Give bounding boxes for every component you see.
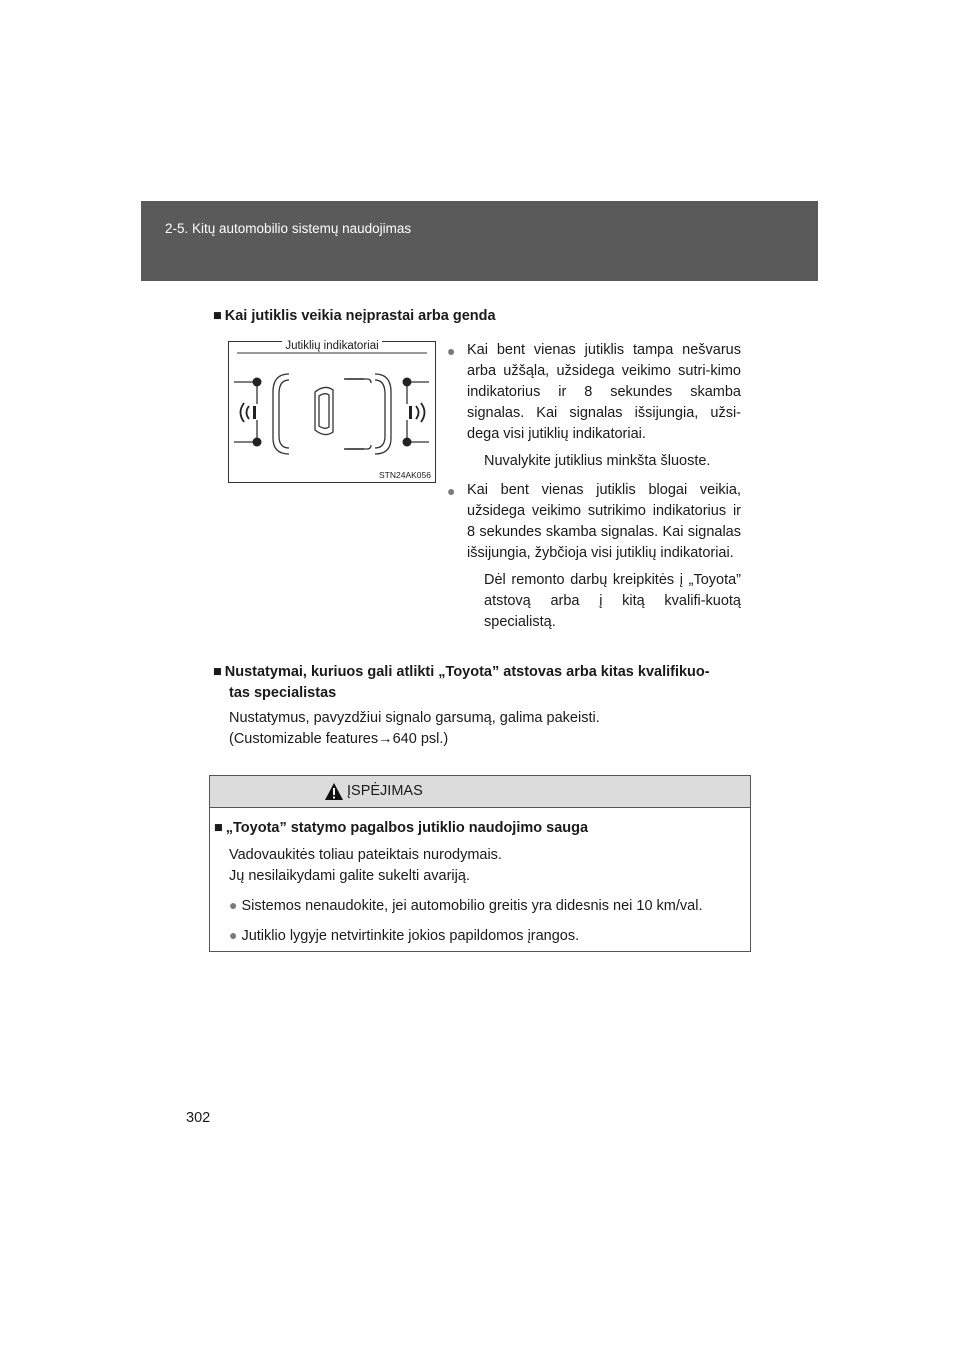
- figure-caption: Jutiklių indikatoriai: [229, 340, 435, 352]
- section-heading-malfunction: ■ Kai jutiklis veikia neįprastai arba genda: [213, 308, 496, 324]
- chapter-header: [141, 201, 818, 281]
- chapter-title: 2-5. Kitų automobilio sistemų naudojimas: [165, 221, 412, 236]
- note-text: Nuvalykite jutiklius minkšta šluoste.: [484, 453, 711, 469]
- malfunction-bullets: [447, 340, 741, 633]
- bullet-dot-icon: ●: [447, 343, 456, 359]
- warning-header: [210, 776, 750, 808]
- sensor-indicator-icon: [409, 406, 412, 419]
- sensor-dot: [253, 378, 262, 387]
- bullet-dot-icon: ●: [229, 927, 238, 943]
- square-bullet-icon: ■: [214, 820, 223, 836]
- square-bullet-icon: ■: [213, 664, 222, 680]
- warning-heading: ■ „Toyota” statymo pagalbos jutiklio naudojimo sauga: [214, 820, 589, 836]
- note-text: Dėl remonto darbų kreipkitės į „Toyota” atstovą arba į kitą kvalifi-kuotą specialistą.: [484, 572, 741, 630]
- warning-box: [209, 775, 751, 952]
- warning-triangle-icon: [324, 782, 344, 801]
- warning-title: ĮSPĖJIMAS: [347, 783, 423, 799]
- car-sensor-diagram: [229, 342, 435, 482]
- figure-code: STN24AK056: [379, 470, 431, 480]
- settings-paragraph: Nustatymus, pavyzdžiui signalo garsumą, galima pakeisti. (Customizable features→640 psl.): [229, 708, 600, 750]
- sensor-indicator-icon: [253, 406, 256, 419]
- page-reference: (Customizable features→640 psl.): [229, 731, 449, 747]
- sensor-dot: [253, 438, 262, 447]
- list-item: ● Kai bent vienas jutiklis blogai veikia, užsidega veikimo sutrikimo indikatorius ir 8 sekundes skamba signalas. Kai signalas išsijungia, žybčioja visi jutiklių indikatoriai.: [447, 482, 741, 561]
- list-item: ● Jutiklio lygyje netvirtinkite jokios papildomos įrangos.: [229, 927, 580, 944]
- sensor-dot: [403, 378, 412, 387]
- bullet-dot-icon: ●: [229, 897, 238, 913]
- section-heading-settings: ■ Nustatymai, kuriuos gali atlikti „Toyota” atstovas arba kitas kvalifikuo- tas specialistas: [213, 664, 710, 701]
- list-item: ● Kai bent vienas jutiklis tampa nešvarus arba užšąla, užsidega veikimo sutri-kimo indikatorius ir 8 sekundes skamba signalas. Kai signalas išsijungia, užsi-dega visi jutiklių indikatoriai.: [447, 342, 741, 442]
- list-item: ● Sistemos nenaudokite, jei automobilio greitis yra didesnis nei 10 km/val.: [229, 897, 703, 914]
- bullet-dot-icon: ●: [447, 483, 456, 499]
- warning-content: ■ „Toyota” statymo pagalbos jutiklio naudojimo sauga Vadovaukitės toliau pateiktais nurodymais. Jų nesilaikydami galite sukelti avariją. ● Sistemos nenaudokite, jei automobilio greitis yra didesnis nei 10 km/val. ● Jutiklio lygyje netvirtinkite jokios papildomos įrangos.: [214, 818, 744, 947]
- sensor-indicators-figure: [228, 341, 436, 483]
- sensor-dot: [403, 438, 412, 447]
- square-bullet-icon: ■: [213, 308, 222, 324]
- arrow-icon: →: [378, 731, 393, 747]
- page-number: 302: [186, 1110, 211, 1126]
